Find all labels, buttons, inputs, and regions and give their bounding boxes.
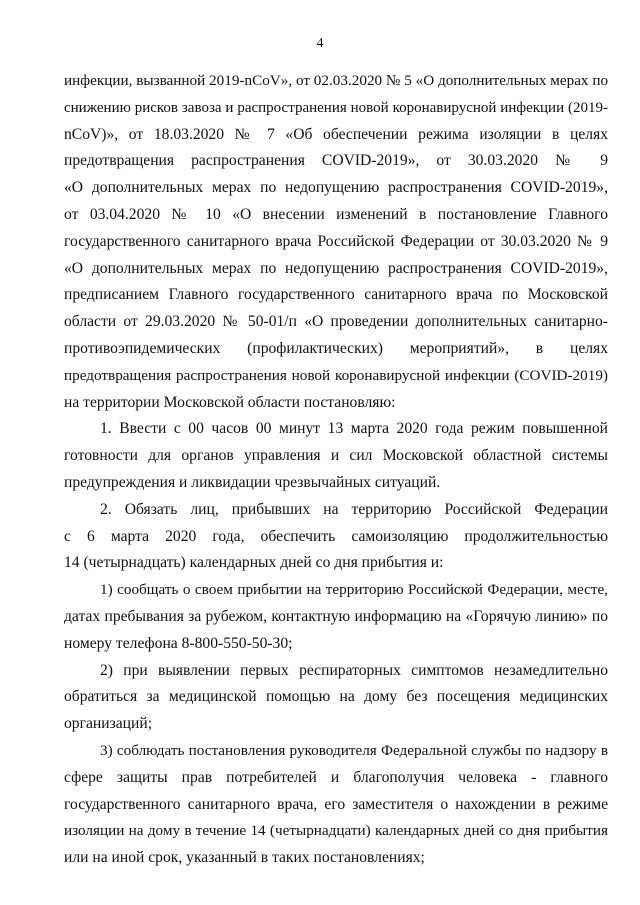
paragraph-2-line: 14 (четырнадцать) календарных дней со дня прибытия и: — [64, 554, 444, 572]
text-line: противоэпидемических (профилактических) мероприятий», в целях — [64, 339, 608, 357]
subitem-2-line: обратиться за медицинской помощью на дому без посещения медицинских — [64, 688, 608, 706]
subitem-3-line: или на иной срок, указанный в таких постановлениях; — [64, 849, 425, 867]
page-number: 4 — [316, 36, 324, 51]
subitem-3-line: сфере защиты прав потребителей и благополучия человека - главного — [64, 768, 608, 786]
subitem-3-line: 3) соблюдать постановления руководителя Федеральной службы по надзору в — [100, 741, 608, 759]
subitem-3-line: изоляции на дому в течение 14 (четырнадцати) календарных дней со дня прибытия — [64, 822, 608, 840]
subitem-1-line: датах пребывания за рубежом, контактную информацию на «Горячую линию» по — [64, 607, 608, 625]
text-line: «О дополнительных мерах по недопущению распространения COVID-2019», — [64, 259, 608, 277]
paragraph-1-line: готовности для органов управления и сил Московской областной системы — [64, 447, 608, 465]
subitem-1-line: номеру телефона 8-800-550-50-30; — [64, 634, 293, 652]
document-body — [64, 68, 608, 872]
text-line: на территории Московской области постановляю: — [64, 393, 396, 411]
text-line: предписанием Главного государственного санитарного врача по Московской — [64, 286, 608, 304]
text-line: предотвращения распространения новой коронавирусной инфекции (COVID-2019) — [64, 366, 608, 384]
subitem-2-line: организаций; — [64, 715, 153, 733]
text-line: области от 29.03.2020 № 50-01/п «О проведении дополнительных санитарно- — [64, 313, 608, 331]
subitem-3-line: государственного санитарного врача, его заместителя о нахождении в режиме — [64, 795, 608, 813]
text-line: инфекции, вызванной 2019-nCoV», от 02.03.2020 № 5 «О дополнительных мерах по — [64, 72, 609, 89]
paragraph-1-line: 1. Ввести с 00 часов 00 минут 13 марта 2020 года режим повышенной — [100, 420, 608, 438]
text-line: от 03.04.2020 № 10 «О внесении изменений в постановление Главного — [64, 205, 608, 223]
paragraph-2-line: 2. Обязать лиц, прибывших на территорию Российской Федерации — [100, 500, 608, 518]
paragraph-2-line: с 6 марта 2020 года, обеспечить самоизоляцию продолжительностью — [64, 527, 608, 545]
text-line: государственного санитарного врача Российской Федерации от 30.03.2020 № 9 — [64, 232, 608, 250]
text-line: «О дополнительных мерах по недопущению распространения COVID-2019», — [64, 179, 608, 197]
text-line: снижению рисков завоза и распространения новой коронавирусной инфекции (2019- — [64, 99, 608, 116]
text-line: предотвращения распространения COVID-2019», от 30.03.2020 № 9 — [64, 152, 608, 170]
subitem-2-line: 2) при выявлении первых респираторных симптомов незамедлительно — [100, 661, 608, 679]
paragraph-1-line: предупреждения и ликвидации чрезвычайных ситуаций. — [64, 473, 441, 491]
text-line: nCoV)», от 18.03.2020 № 7 «Об обеспечении режима изоляции в целях — [64, 125, 608, 143]
subitem-1-line: 1) сообщать о своем прибытии на территорию Российской Федерации, месте, — [100, 581, 608, 599]
